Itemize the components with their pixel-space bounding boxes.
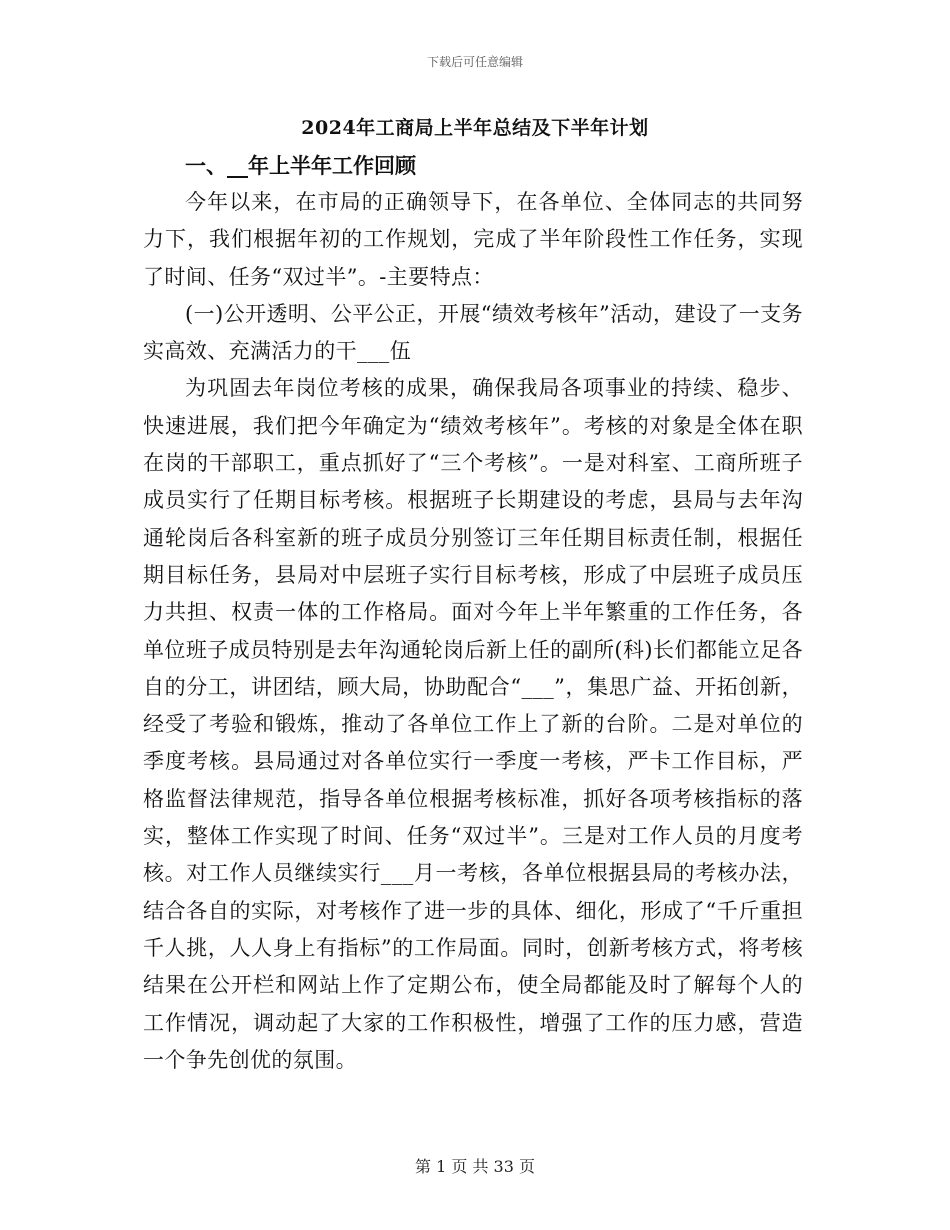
paragraph-body: 为巩固去年岗位考核的成果，确保我局各项事业的持续、稳步、快速进展，我们把今年确定为“绩效考核年”。考核的对象是全体在职在岗的干部职工，重点抓好了“三个考核”。一是对科室、工商所班子成员实行了任期目标考核。根据班子长期建设的考虑，县局与去年沟通轮岗后各科室新的班子成员分别签订三年任期目标责任制，根据任期目标任务，县局对中层班子实行目标考核，形成了中层班子成员压力共担、权责一体的工作格局。面对今年上半年繁重的工作任务，各单位班子成员特别是去年沟通轮岗后新上任的副所(科)长们都能立足各自的分工，讲团结，顾大局，协助配合“___”，集思广益、开拓创新，经受了考验和锻炼，推动了各单位工作上了新的台阶。二是对单位的季度考核。县局通过对各单位实行一季度一考核，严卡工作目标，严格监督法律规范，指导各单位根据考核标准，抓好各项考核指标的落实，整体工作实现了时间、任务“双过半”。三是对工作人员的月度考核。对工作人员继续实行___月一考核，各单位根据县局的考核办法，结合各自的实际，对考核作了进一步的具体、细化，形成了“千斤重担千人挑，人人身上有指标”的工作局面。同时，创新考核方式，将考核结果在公开栏和网站上作了定期公布，使全局都能及时了解每个人的工作情况，调动起了大家的工作积极性，增强了工作的压力感，营造一个争先创优的氛围。 (143, 376, 803, 1072)
section-heading: 一、__年上半年工作回顾 (185, 153, 416, 178)
paragraph-subheading: (一)公开透明、公平公正，开展“绩效考核年”活动，建设了一支务实高效、充满活力的干___伍 (143, 301, 803, 364)
document-body (143, 148, 803, 1079)
page-number-footer: 第 1 页 共 33 页 (415, 1157, 535, 1176)
document-title: 2024年工商局上半年总结及下半年计划 (301, 117, 649, 139)
header-note: 下载后可任意编辑 (426, 55, 523, 69)
paragraph-intro: 今年以来，在市局的正确领导下，在各单位、全体同志的共同努力下，我们根据年初的工作规划，完成了半年阶段性工作任务，实现了时间、任务“双过半”。-主要特点： (143, 190, 803, 289)
